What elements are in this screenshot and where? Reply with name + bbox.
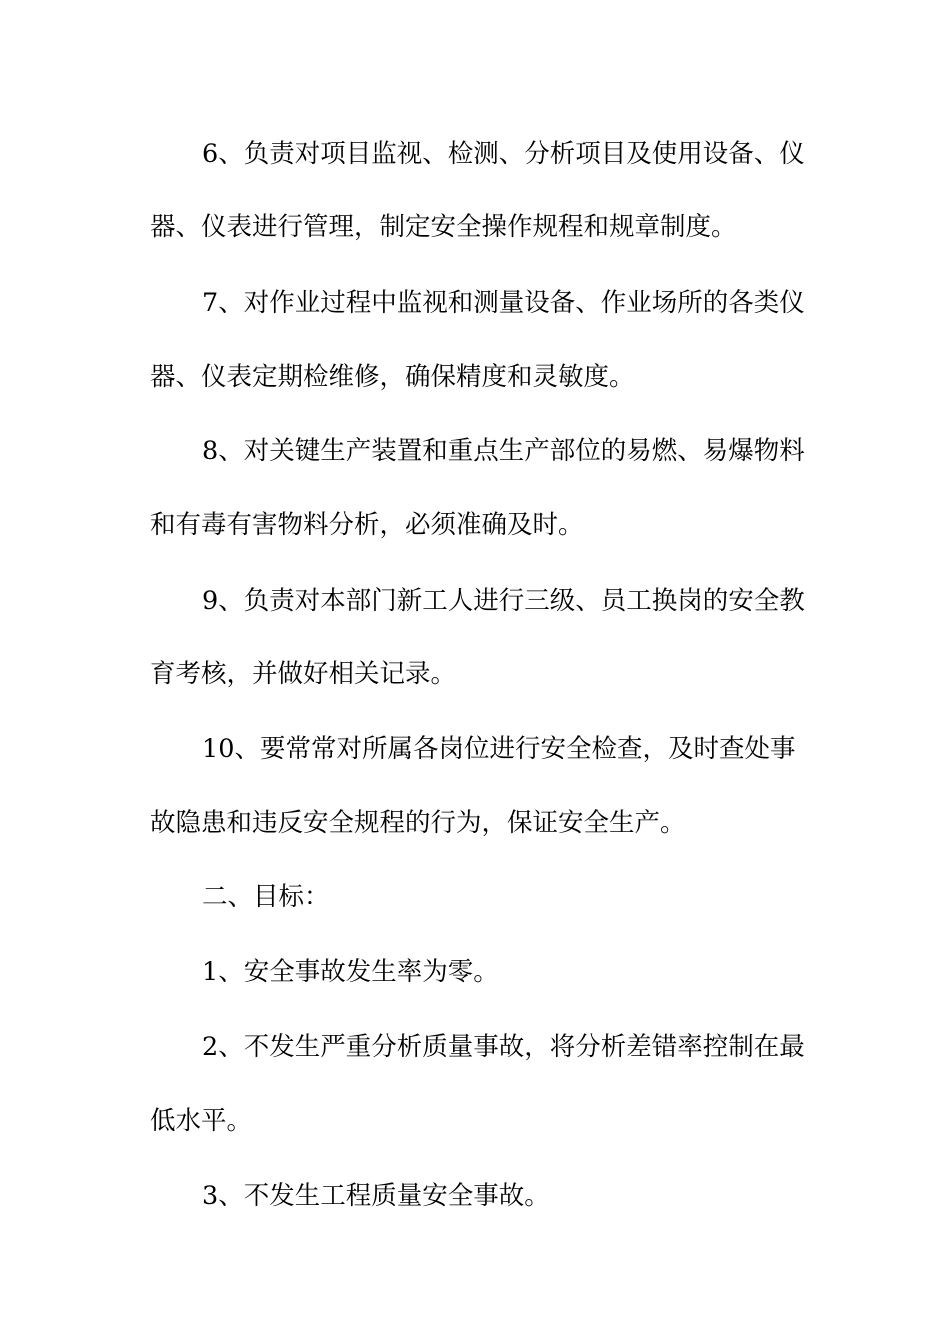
goal-2-line-2: 低水平。: [150, 1106, 253, 1136]
paragraph-8-line-1: 8、对关键生产装置和重点生产部位的易燃、易爆物料: [202, 436, 805, 466]
paragraph-9-line-1: 9、负责对本部门新工人进行三级、员工换岗的安全教: [202, 586, 805, 616]
paragraph-10-line-2: 故隐患和违反安全规程的行为，保证安全生产。: [150, 808, 686, 838]
paragraph-8-line-2: 和有毒有害物料分析，必须准确及时。: [150, 510, 584, 540]
paragraph-6-line-2: 器、仪表进行管理，制定安全操作规程和规章制度。: [150, 212, 737, 242]
goal-1: 1、安全事故发生率为零。: [202, 957, 499, 987]
section-heading-goals: 二、目标：: [202, 882, 330, 912]
goal-2-line-1: 2、不发生严重分析质量事故，将分析差错率控制在最: [202, 1032, 805, 1062]
paragraph-7-line-1: 7、对作业过程中监视和测量设备、作业场所的各类仪: [202, 288, 805, 318]
paragraph-6-line-1: 6、负责对项目监视、检测、分析项目及使用设备、仪: [202, 139, 805, 169]
goal-3: 3、不发生工程质量安全事故。: [202, 1181, 550, 1211]
paragraph-7-line-2: 器、仪表定期检维修，确保精度和灵敏度。: [150, 362, 635, 392]
paragraph-9-line-2: 育考核，并做好相关记录。: [150, 659, 457, 689]
paragraph-10-line-1: 10、要常常对所属各岗位进行安全检查，及时查处事: [202, 734, 796, 764]
